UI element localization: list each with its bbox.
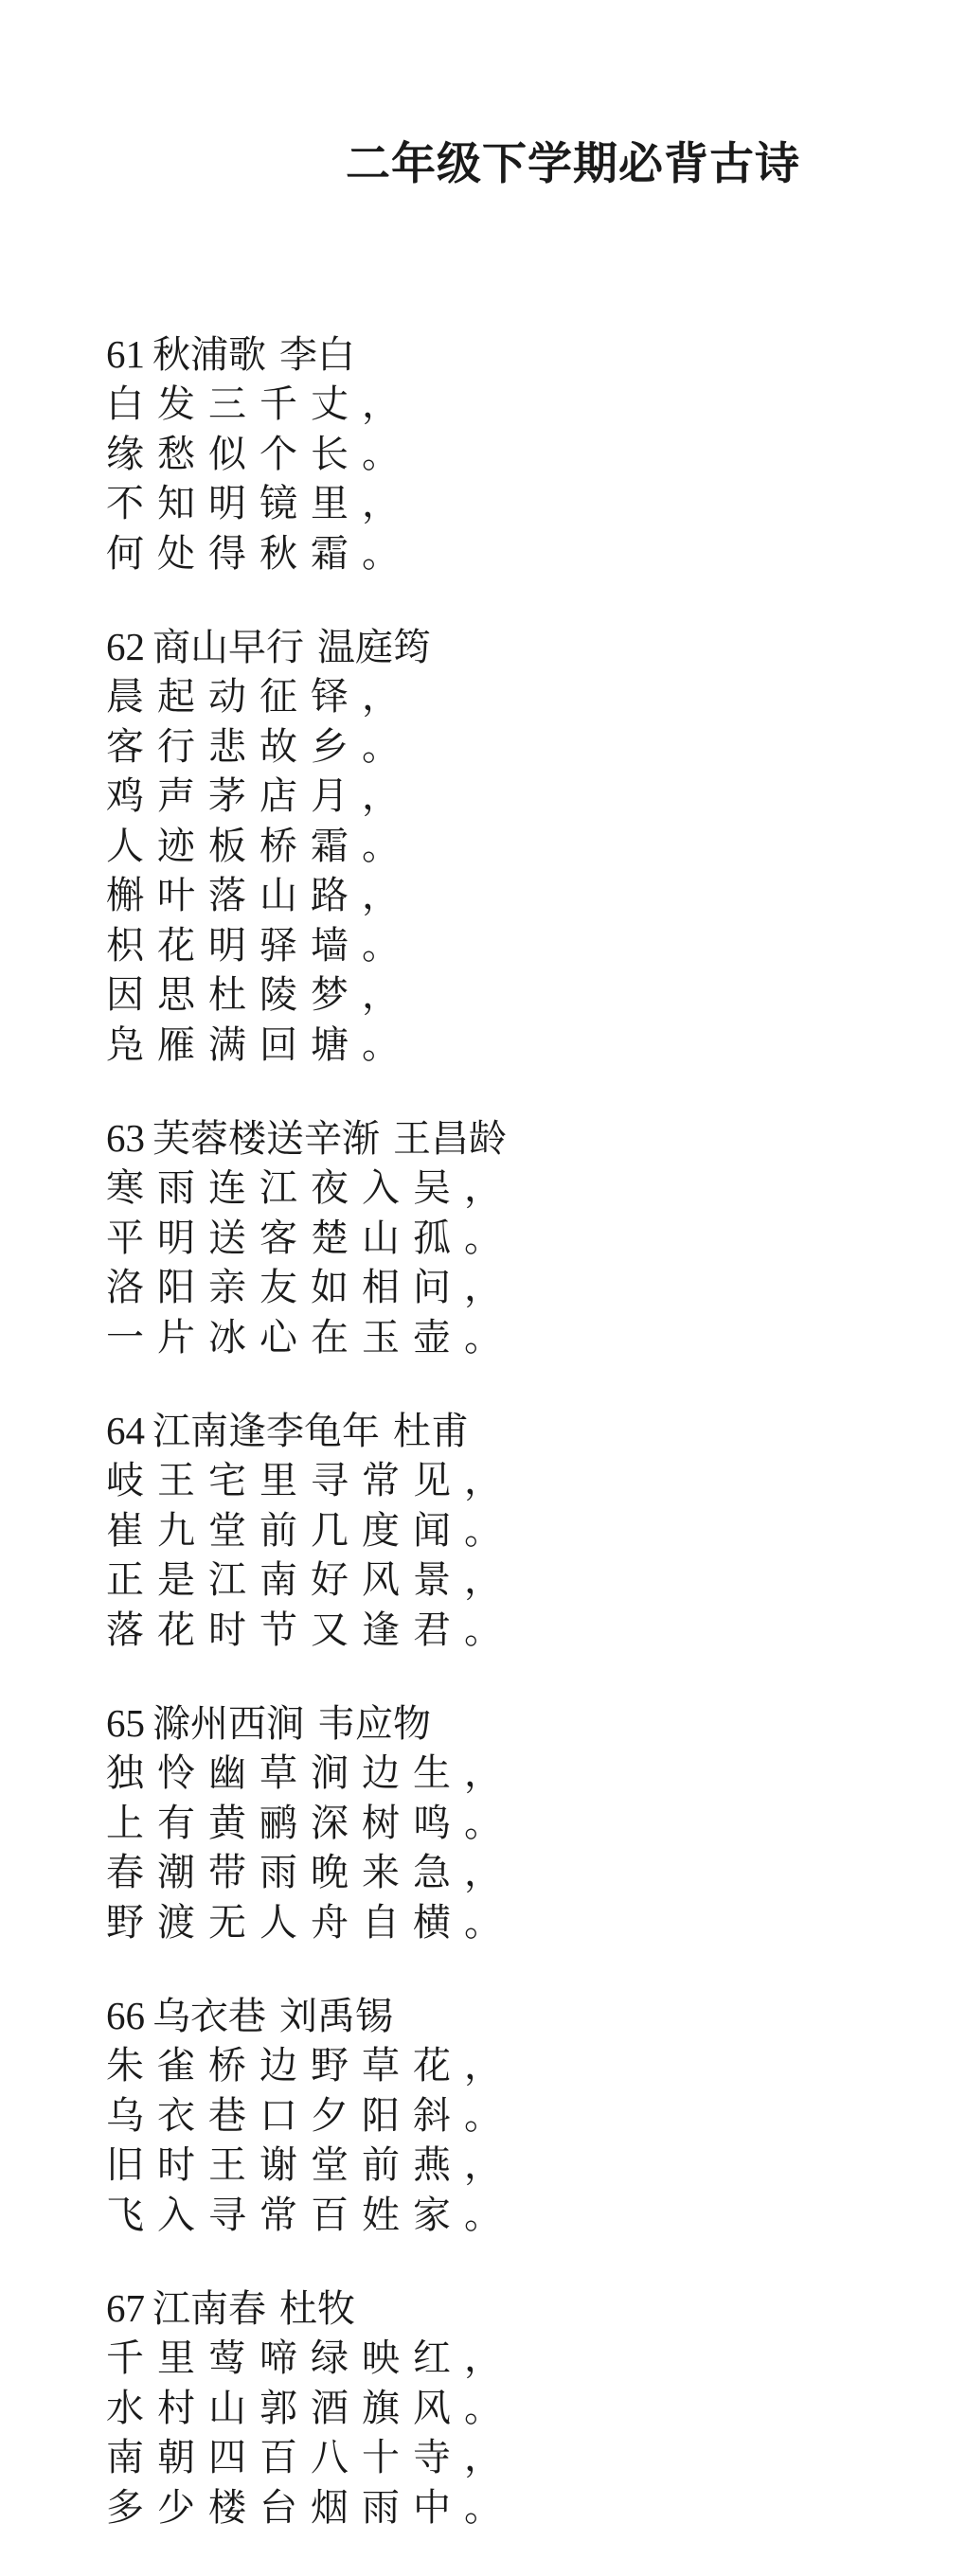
poem-line: 飞入寻常百姓家。 [106, 2193, 515, 2237]
poem-line: 晨起动征铎， [106, 675, 413, 719]
poem-line: 凫雁满回塘。 [106, 1022, 413, 1067]
poem-number: 66 [106, 1994, 145, 2037]
poem-author: 刘禹锡 [279, 1995, 393, 2038]
poem-line: 崔九堂前几度闻。 [106, 1508, 515, 1553]
poem-author: 杜牧 [279, 2287, 355, 2331]
poem-line: 因思杜陵梦， [106, 973, 413, 1017]
poem-line: 朱雀桥边野草花， [106, 2044, 515, 2087]
poem [106, 1991, 939, 2240]
poem [106, 1406, 939, 1655]
poem-author: 王昌龄 [393, 1117, 507, 1161]
poem-line: 水村山郭酒旗风。 [106, 2386, 515, 2430]
poem-line: 洛阳亲友如相问， [106, 1266, 515, 1309]
poem-list [106, 329, 939, 2576]
poem-number: 63 [106, 1116, 145, 1160]
page-title: 二年级下学期必背古诗 [346, 138, 800, 190]
poem-line: 南朝四百八十寺， [106, 2436, 515, 2479]
poem-line: 一片冰心在玉壶。 [106, 1315, 515, 1359]
poem-author: 韦应物 [317, 1702, 431, 1746]
poem-line: 客行悲故乡。 [106, 724, 413, 769]
poem-author: 温庭筠 [317, 626, 431, 669]
poem-heading [106, 1406, 939, 1456]
poem-line: 鸡声茅店月， [106, 774, 413, 818]
poem-title: 秋浦歌 [152, 333, 266, 377]
poem-heading [106, 329, 939, 380]
poem-line: 千里莺啼绿映红， [106, 2336, 515, 2380]
poem-line: 缘愁似个长。 [106, 432, 413, 476]
poem-title: 江南春 [152, 2287, 266, 2331]
poem-line: 槲叶落山路， [106, 874, 413, 917]
poem-author: 杜甫 [393, 1410, 469, 1453]
poem-line: 人迹板桥霜。 [106, 824, 413, 868]
poem [106, 622, 939, 1070]
poem-line: 白发三千丈， [106, 382, 413, 426]
poem-title: 江南逢李龟年 [152, 1410, 380, 1453]
poem-number: 64 [106, 1409, 145, 1452]
poem-heading [106, 622, 939, 672]
poem-number: 62 [106, 625, 145, 668]
poem-line: 旧时王谢堂前燕， [106, 2143, 515, 2187]
poem-line: 正是江南好风景， [106, 1558, 515, 1602]
poem-line: 何处得秋霜。 [106, 531, 413, 576]
poem-title: 商山早行 [152, 626, 304, 669]
poem [106, 329, 939, 578]
poem-heading [106, 1698, 939, 1749]
poem-heading [106, 2283, 939, 2334]
poem-line: 独怜幽草涧边生， [106, 1751, 515, 1795]
poem-line: 寒雨连江夜入吴， [106, 1166, 515, 1210]
poem-line: 野渡无人舟自横。 [106, 1900, 515, 1945]
poem-line: 上有黄鹂深树鸣。 [106, 1801, 515, 1845]
poem-number: 61 [106, 332, 145, 376]
poem [106, 1113, 939, 1362]
poem-line: 岐王宅里寻常见， [106, 1459, 515, 1502]
poem-line: 落花时节又逢君。 [106, 1608, 515, 1652]
poem-title: 滁州西涧 [152, 1702, 304, 1746]
poem [106, 2283, 939, 2532]
poem-author: 李白 [279, 333, 355, 377]
poem-line: 春潮带雨晚来急， [106, 1851, 515, 1894]
poem-title: 乌衣巷 [152, 1995, 266, 2038]
poem-line: 多少楼台烟雨中。 [106, 2485, 515, 2530]
poem-line: 枳花明驿墙。 [106, 923, 413, 968]
poem-heading [106, 1113, 939, 1164]
poem-number: 67 [106, 2286, 145, 2330]
poem-line: 不知明镜里， [106, 482, 413, 525]
poem-heading [106, 1991, 939, 2041]
poem-line: 乌衣巷口夕阳斜。 [106, 2093, 515, 2138]
poem [106, 1698, 939, 1947]
poem-line: 平明送客楚山孤。 [106, 1216, 515, 1260]
poem-number: 65 [106, 1701, 145, 1745]
poem-title: 芙蓉楼送辛渐 [152, 1117, 380, 1161]
